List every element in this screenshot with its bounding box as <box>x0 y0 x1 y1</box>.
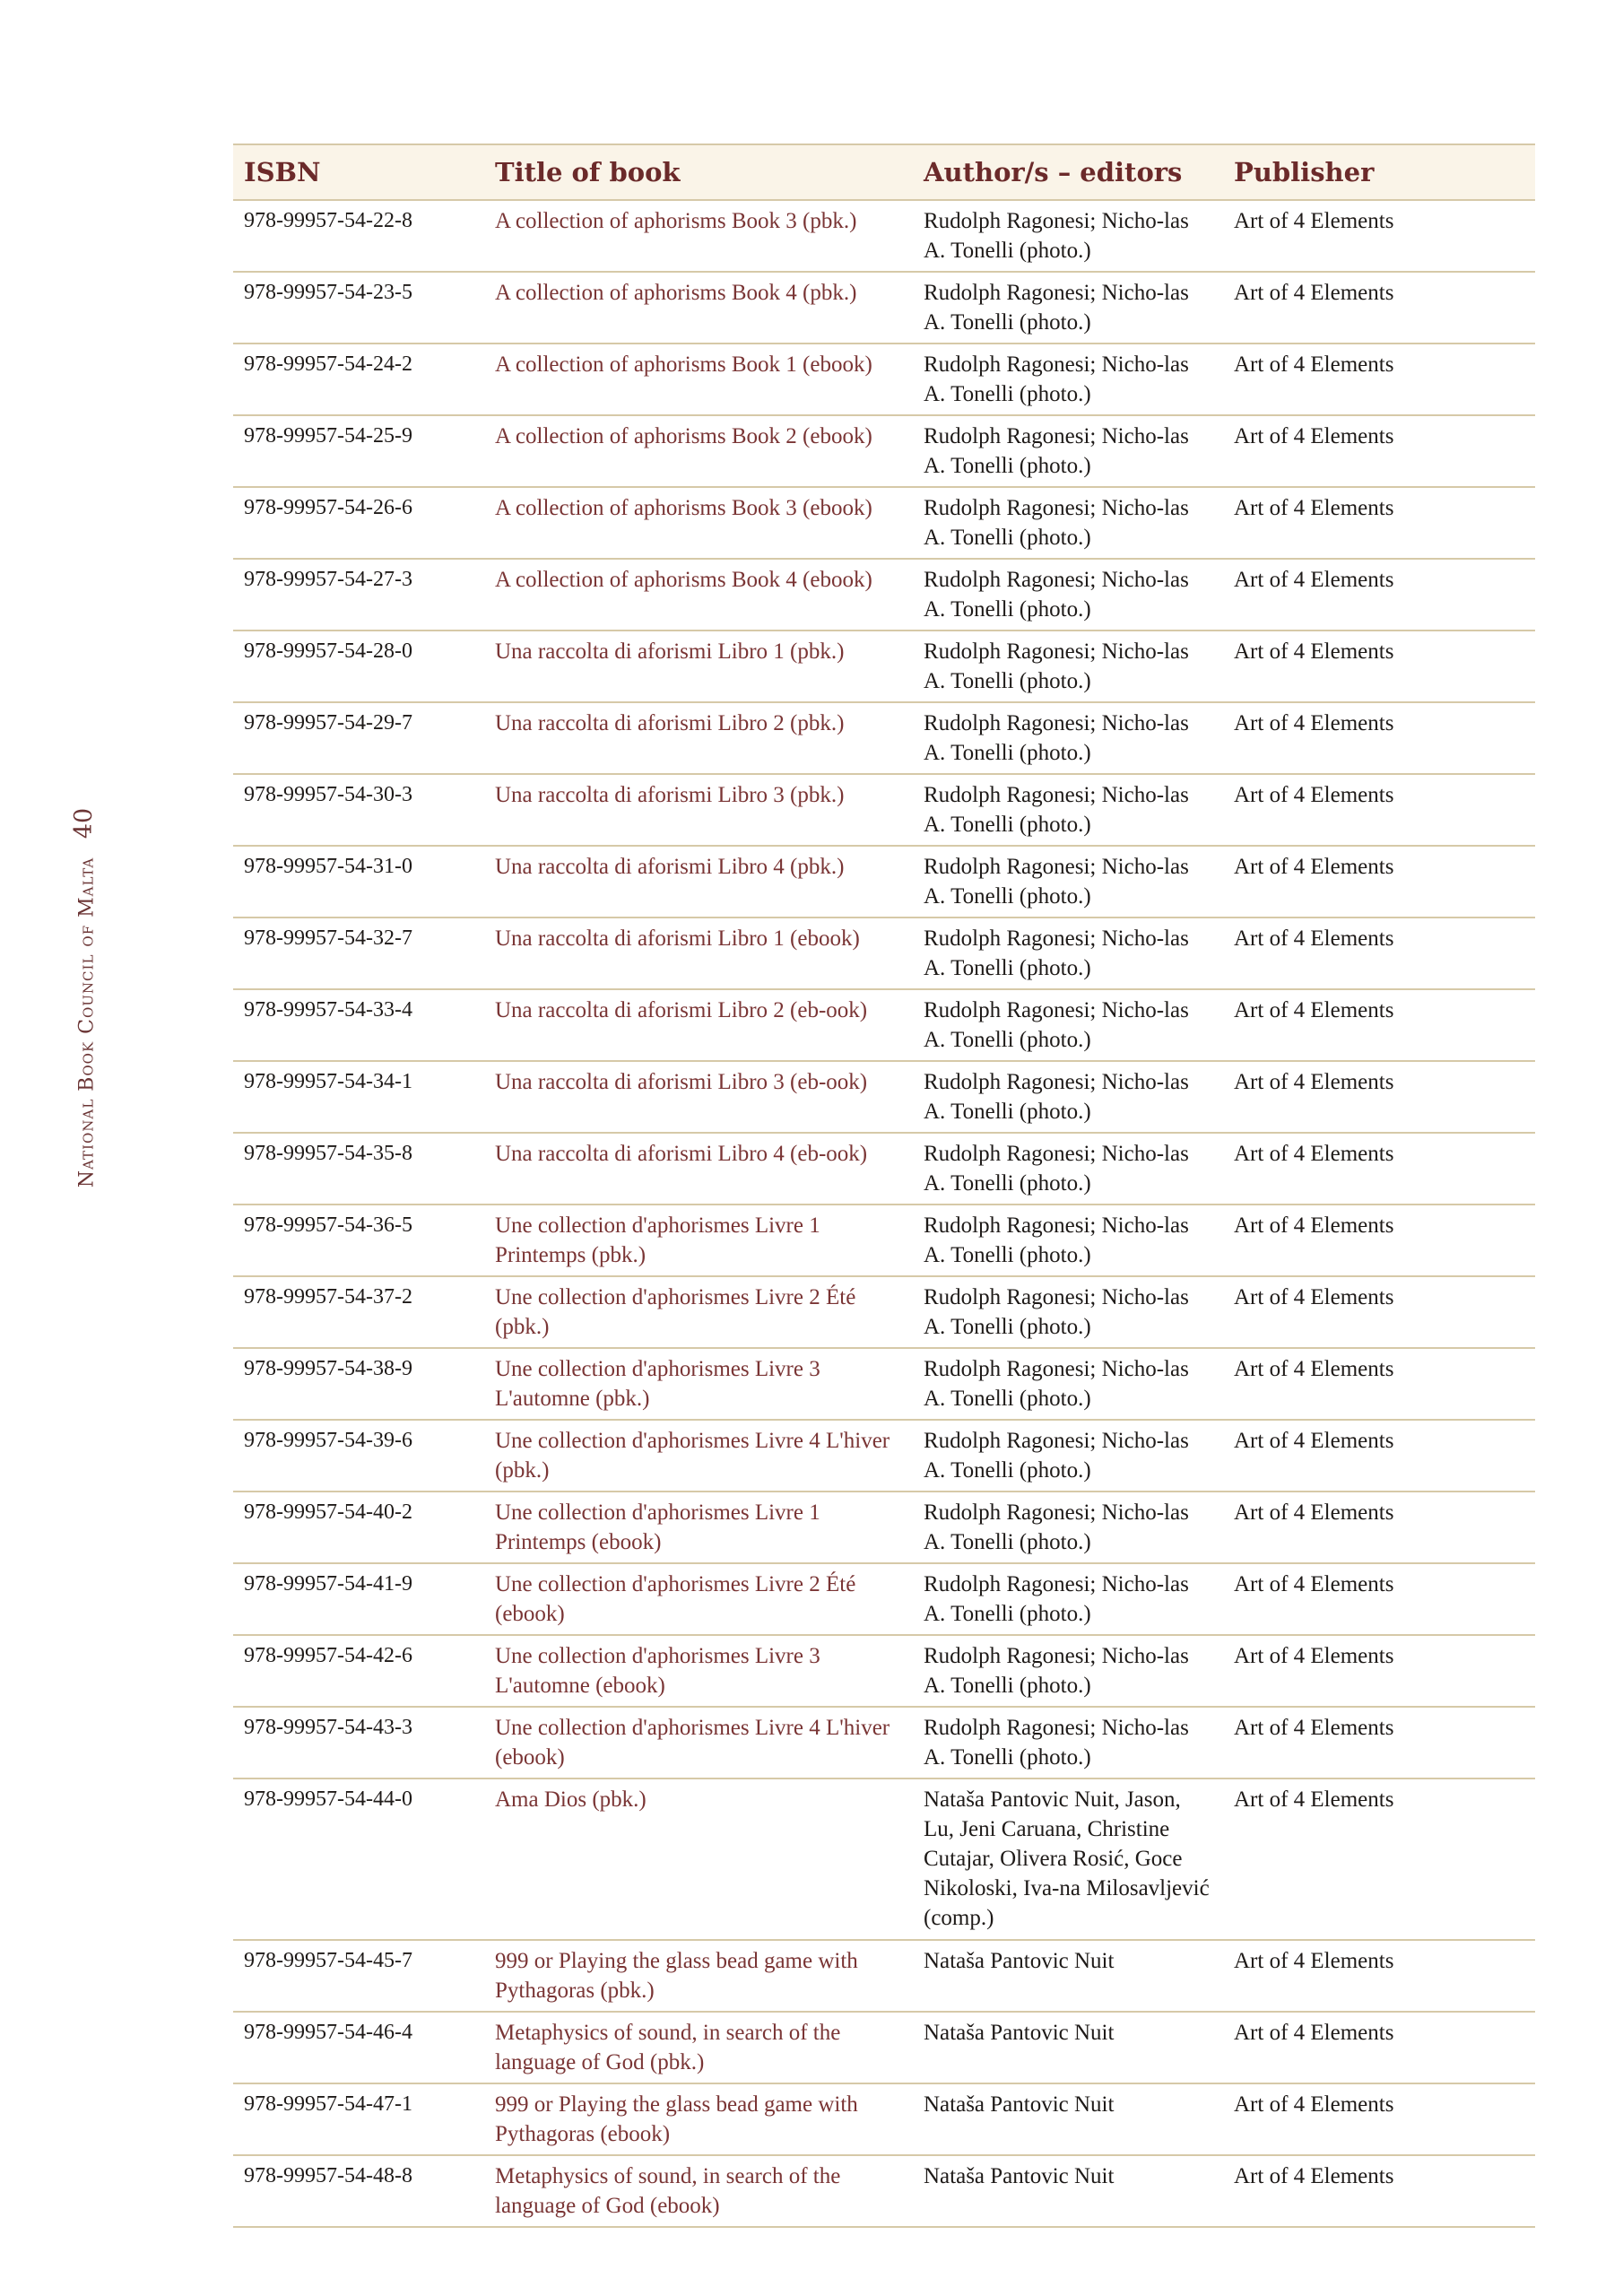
authors-cell: Rudolph Ragonesi; Nicho-las A. Tonelli (photo.) <box>913 200 1223 272</box>
authors-cell: Rudolph Ragonesi; Nicho-las A. Tonelli (photo.) <box>913 1492 1223 1563</box>
table-row <box>233 631 1535 702</box>
isbn-cell: 978-99957-54-25-9 <box>233 415 484 487</box>
table-row <box>233 200 1535 272</box>
authors-cell: Nataša Pantovic Nuit, Jason, Lu, Jeni Caruana, Christine Cutajar, Olivera Rosić, Goce Nikoloski, Iva-na Milosavljević (comp.) <box>913 1779 1223 1940</box>
isbn-cell: 978-99957-54-48-8 <box>233 2155 484 2227</box>
table-header-row <box>233 144 1535 200</box>
table-row <box>233 774 1535 846</box>
isbn-cell: 978-99957-54-30-3 <box>233 774 484 846</box>
isbn-cell: 978-99957-54-24-2 <box>233 344 484 415</box>
authors-cell: Nataša Pantovic Nuit <box>913 1940 1223 2012</box>
isbn-cell: 978-99957-54-28-0 <box>233 631 484 702</box>
header-publisher: Publisher <box>1234 157 1375 187</box>
title-cell: Une collection d'aphorismes Livre 4 L'hiver (ebook) <box>484 1707 913 1779</box>
isbn-cell: 978-99957-54-44-0 <box>233 1779 484 1940</box>
authors-cell: Rudolph Ragonesi; Nicho-las A. Tonelli (photo.) <box>913 1276 1223 1348</box>
table-row <box>233 272 1535 344</box>
publisher-cell: Art of 4 Elements <box>1223 846 1535 918</box>
publisher-cell: Art of 4 Elements <box>1223 1492 1535 1563</box>
title-cell: A collection of aphorisms Book 2 (ebook) <box>484 415 913 487</box>
title-cell: Metaphysics of sound, in search of the language of God (pbk.) <box>484 2012 913 2083</box>
table-row <box>233 1563 1535 1635</box>
table-row <box>233 559 1535 631</box>
publisher-cell: Art of 4 Elements <box>1223 1205 1535 1276</box>
authors-cell: Rudolph Ragonesi; Nicho-las A. Tonelli (photo.) <box>913 344 1223 415</box>
title-cell: Une collection d'aphorismes Livre 2 Été (ebook) <box>484 1563 913 1635</box>
table-row <box>233 702 1535 774</box>
table-row <box>233 2012 1535 2083</box>
table-row <box>233 415 1535 487</box>
title-cell: Une collection d'aphorismes Livre 1 Printemps (pbk.) <box>484 1205 913 1276</box>
authors-cell: Rudolph Ragonesi; Nicho-las A. Tonelli (photo.) <box>913 918 1223 989</box>
title-cell: 999 or Playing the glass bead game with Pythagoras (ebook) <box>484 2083 913 2155</box>
table-row <box>233 846 1535 918</box>
title-cell: Une collection d'aphorismes Livre 1 Printemps (ebook) <box>484 1492 913 1563</box>
title-cell: Una raccolta di aforismi Libro 1 (ebook) <box>484 918 913 989</box>
isbn-cell: 978-99957-54-38-9 <box>233 1348 484 1420</box>
authors-cell: Rudolph Ragonesi; Nicho-las A. Tonelli (photo.) <box>913 1133 1223 1205</box>
table-row <box>233 1061 1535 1133</box>
authors-cell: Rudolph Ragonesi; Nicho-las A. Tonelli (photo.) <box>913 774 1223 846</box>
isbn-cell: 978-99957-54-34-1 <box>233 1061 484 1133</box>
authors-cell: Rudolph Ragonesi; Nicho-las A. Tonelli (photo.) <box>913 989 1223 1061</box>
title-cell: Una raccolta di aforismi Libro 2 (eb-ook) <box>484 989 913 1061</box>
publisher-cell: Art of 4 Elements <box>1223 200 1535 272</box>
title-cell: A collection of aphorisms Book 3 (pbk.) <box>484 200 913 272</box>
publisher-cell: Art of 4 Elements <box>1223 559 1535 631</box>
header-isbn: ISBN <box>244 157 321 187</box>
publisher-cell: Art of 4 Elements <box>1223 1061 1535 1133</box>
authors-cell: Rudolph Ragonesi; Nicho-las A. Tonelli (photo.) <box>913 415 1223 487</box>
table-body <box>233 200 1535 2227</box>
publisher-cell: Art of 4 Elements <box>1223 1420 1535 1492</box>
title-cell: Une collection d'aphorismes Livre 2 Été (pbk.) <box>484 1276 913 1348</box>
table-row <box>233 2083 1535 2155</box>
isbn-cell: 978-99957-54-35-8 <box>233 1133 484 1205</box>
authors-cell: Nataša Pantovic Nuit <box>913 2155 1223 2227</box>
publisher-cell: Art of 4 Elements <box>1223 1940 1535 2012</box>
table-row <box>233 487 1535 559</box>
publisher-cell: Art of 4 Elements <box>1223 1635 1535 1707</box>
title-cell: Une collection d'aphorismes Livre 3 L'automne (ebook) <box>484 1635 913 1707</box>
table-row <box>233 1205 1535 1276</box>
isbn-cell: 978-99957-54-32-7 <box>233 918 484 989</box>
table-row <box>233 1420 1535 1492</box>
publisher-cell: Art of 4 Elements <box>1223 1133 1535 1205</box>
isbn-cell: 978-99957-54-37-2 <box>233 1276 484 1348</box>
publisher-cell: Art of 4 Elements <box>1223 1276 1535 1348</box>
authors-cell: Rudolph Ragonesi; Nicho-las A. Tonelli (photo.) <box>913 272 1223 344</box>
table-row <box>233 344 1535 415</box>
title-cell: A collection of aphorisms Book 1 (ebook) <box>484 344 913 415</box>
publisher-cell: Art of 4 Elements <box>1223 702 1535 774</box>
title-cell: A collection of aphorisms Book 3 (ebook) <box>484 487 913 559</box>
title-cell: Metaphysics of sound, in search of the language of God (ebook) <box>484 2155 913 2227</box>
isbn-cell: 978-99957-54-43-3 <box>233 1707 484 1779</box>
table-row <box>233 1635 1535 1707</box>
title-cell: 999 or Playing the glass bead game with Pythagoras (pbk.) <box>484 1940 913 2012</box>
authors-cell: Rudolph Ragonesi; Nicho-las A. Tonelli (photo.) <box>913 487 1223 559</box>
table-row <box>233 1276 1535 1348</box>
isbn-cell: 978-99957-54-22-8 <box>233 200 484 272</box>
publisher-cell: Art of 4 Elements <box>1223 2155 1535 2227</box>
title-cell: Una raccolta di aforismi Libro 4 (pbk.) <box>484 846 913 918</box>
isbn-cell: 978-99957-54-47-1 <box>233 2083 484 2155</box>
authors-cell: Rudolph Ragonesi; Nicho-las A. Tonelli (photo.) <box>913 1420 1223 1492</box>
authors-cell: Rudolph Ragonesi; Nicho-las A. Tonelli (photo.) <box>913 846 1223 918</box>
publisher-cell: Art of 4 Elements <box>1223 1707 1535 1779</box>
isbn-cell: 978-99957-54-39-6 <box>233 1420 484 1492</box>
title-cell: Une collection d'aphorismes Livre 4 L'hiver (pbk.) <box>484 1420 913 1492</box>
publisher-cell: Art of 4 Elements <box>1223 415 1535 487</box>
header-authors: Author/s – editors <box>924 157 1183 187</box>
isbn-cell: 978-99957-54-27-3 <box>233 559 484 631</box>
authors-cell: Nataša Pantovic Nuit <box>913 2012 1223 2083</box>
authors-cell: Rudolph Ragonesi; Nicho-las A. Tonelli (photo.) <box>913 702 1223 774</box>
publisher-cell: Art of 4 Elements <box>1223 344 1535 415</box>
publisher-cell: Art of 4 Elements <box>1223 774 1535 846</box>
side-running-title-text: National Book Council of Malta <box>75 857 99 1188</box>
title-cell: A collection of aphorisms Book 4 (pbk.) <box>484 272 913 344</box>
authors-cell: Rudolph Ragonesi; Nicho-las A. Tonelli (photo.) <box>913 1061 1223 1133</box>
authors-cell: Rudolph Ragonesi; Nicho-las A. Tonelli (photo.) <box>913 631 1223 702</box>
isbn-cell: 978-99957-54-33-4 <box>233 989 484 1061</box>
authors-cell: Rudolph Ragonesi; Nicho-las A. Tonelli (photo.) <box>913 1348 1223 1420</box>
publisher-cell: Art of 4 Elements <box>1223 1348 1535 1420</box>
publisher-cell: Art of 4 Elements <box>1223 487 1535 559</box>
header-title: Title of book <box>495 157 681 187</box>
title-cell: Una raccolta di aforismi Libro 2 (pbk.) <box>484 702 913 774</box>
table-row <box>233 1707 1535 1779</box>
isbn-cell: 978-99957-54-36-5 <box>233 1205 484 1276</box>
isbn-cell: 978-99957-54-45-7 <box>233 1940 484 2012</box>
publisher-cell: Art of 4 Elements <box>1223 631 1535 702</box>
title-cell: A collection of aphorisms Book 4 (ebook) <box>484 559 913 631</box>
isbn-cell: 978-99957-54-26-6 <box>233 487 484 559</box>
title-cell: Une collection d'aphorismes Livre 3 L'automne (pbk.) <box>484 1348 913 1420</box>
authors-cell: Rudolph Ragonesi; Nicho-las A. Tonelli (photo.) <box>913 1635 1223 1707</box>
title-cell: Ama Dios (pbk.) <box>484 1779 913 1940</box>
isbn-cell: 978-99957-54-40-2 <box>233 1492 484 1563</box>
table-row <box>233 1348 1535 1420</box>
page-number: 40 <box>70 807 98 839</box>
table-row <box>233 1492 1535 1563</box>
publisher-cell: Art of 4 Elements <box>1223 2012 1535 2083</box>
authors-cell: Rudolph Ragonesi; Nicho-las A. Tonelli (photo.) <box>913 1205 1223 1276</box>
publisher-cell: Art of 4 Elements <box>1223 918 1535 989</box>
table-row <box>233 1940 1535 2012</box>
table-row <box>233 1779 1535 1940</box>
table-row <box>233 989 1535 1061</box>
publisher-cell: Art of 4 Elements <box>1223 272 1535 344</box>
table-row <box>233 918 1535 989</box>
title-cell: Una raccolta di aforismi Libro 3 (pbk.) <box>484 774 913 846</box>
title-cell: Una raccolta di aforismi Libro 1 (pbk.) <box>484 631 913 702</box>
isbn-cell: 978-99957-54-41-9 <box>233 1563 484 1635</box>
isbn-cell: 978-99957-54-42-6 <box>233 1635 484 1707</box>
title-cell: Una raccolta di aforismi Libro 4 (eb-ook) <box>484 1133 913 1205</box>
isbn-table <box>233 144 1535 2228</box>
authors-cell: Nataša Pantovic Nuit <box>913 2083 1223 2155</box>
authors-cell: Rudolph Ragonesi; Nicho-las A. Tonelli (photo.) <box>913 1563 1223 1635</box>
publisher-cell: Art of 4 Elements <box>1223 1779 1535 1940</box>
publisher-cell: Art of 4 Elements <box>1223 1563 1535 1635</box>
table-row <box>233 2155 1535 2227</box>
isbn-cell: 978-99957-54-31-0 <box>233 846 484 918</box>
publisher-cell: Art of 4 Elements <box>1223 989 1535 1061</box>
publisher-cell: Art of 4 Elements <box>1223 2083 1535 2155</box>
title-cell: Una raccolta di aforismi Libro 3 (eb-ook) <box>484 1061 913 1133</box>
authors-cell: Rudolph Ragonesi; Nicho-las A. Tonelli (photo.) <box>913 559 1223 631</box>
table-row <box>233 1133 1535 1205</box>
isbn-cell: 978-99957-54-46-4 <box>233 2012 484 2083</box>
isbn-cell: 978-99957-54-23-5 <box>233 272 484 344</box>
isbn-cell: 978-99957-54-29-7 <box>233 702 484 774</box>
authors-cell: Rudolph Ragonesi; Nicho-las A. Tonelli (photo.) <box>913 1707 1223 1779</box>
